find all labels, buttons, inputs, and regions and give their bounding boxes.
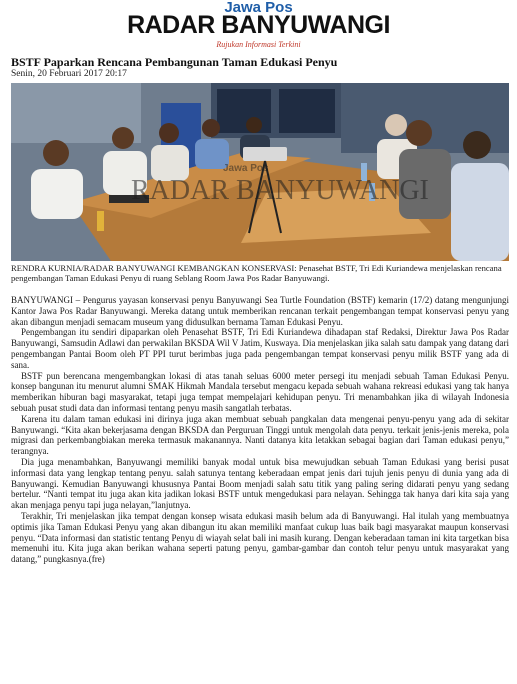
- article-paragraph: Karena itu dalam taman edukasi ini dirinya juga akan membuat sebuah pangkalan data mengenai penyu-penyu yang ada di sekitar Banyuwangi. “Kita akan bekerjasama dengan BKSDA dan Perguruan Tinggi untuk mengolah data penyu. terkait jenis-jenis mereka, pola migrasi dan perkembangbiakan mereka termasuk makanannya. Nanti datanya kita letakkan sebagai bagian dari Taman edukasi penyu,” terangnya.: [11, 413, 509, 457]
- article-photo: [11, 83, 509, 261]
- brand-tagline: Rujukan Informasi Terkini: [216, 40, 301, 49]
- article-paragraph: BSTF pun berencana mengembangkan lokasi di atas tanah seluas 6000 meter persegi itu menjadi sebuah Taman Edukasi Penyu. konsep bangunan itu menurut alumni SMAK Hikmah Mandala tersebut mengacu kepada sebuah wahana rekreasi edukasi yang tak hanya memberikan hiburan bagi masyarakat, tetapi juga tempat mempelajari kehidupan penyu. Tri menambahkan jika di wilayah Indonesia sebuah pusat studi data dan informasi tentang penyu masih sangatlah terbatas.: [11, 370, 509, 413]
- article-paragraph: Terakhir, Tri menjelaskan jika tempat dengan konsep wisata edukasi masih belum ada di Banyuwangi. Hal itulah yang membuatnya optimis jika Taman Edukasi Penyu yang akan dibangun itu akan memiliki manfaat cukup luas baik bagi masyarakat maupun konservasi penyu. “Data informasi dan statistic tentang Penyu di wiayah selat bali ini masih kurang. Dengan keberadaan taman ini kita targetkan bisa memenuhi itu. Kita juga akan berikan wahana seperti patung penyu, gambar-gambar dan contoh telur penyu untuk masyarakat yang datang,” pungkasnya.(fre): [11, 510, 509, 565]
- article-headline: BSTF Paparkan Rencana Pembangunan Taman Edukasi Penyu: [11, 55, 338, 69]
- brand-top-logo[interactable]: Jawa Pos: [224, 0, 293, 16]
- photo-watermark-small: Jawa Pos: [223, 163, 269, 174]
- masthead: [0, 0, 517, 52]
- brand-main-logo[interactable]: RADAR BANYUWANGI: [127, 11, 390, 39]
- photo-watermark: RADAR BANYUWANGI: [131, 175, 429, 206]
- photo-caption: RENDRA KURNIA/RADAR BANYUWANGI KEMBANGKAN KONSERVASI: Penasehat BSTF, Tri Edi Kuriandewa menjelaskan rencana pengembangan Taman Edukasi Penyu di ruang Seblang Room Jawa Pos Radar Banyuwangi.: [11, 263, 502, 284]
- article-paragraph: Dia juga menambahkan, Banyuwangi memiliki banyak modal untuk bisa mewujudkan sebuah Taman Edukasi yang berisi pusat informasi data yang lengkap tentang penyu. salah satunya tentang keberadaan empat jenis dari tujuh jenis penyu di dunia yang ada di Banyuwangi. Kemudian Banyuwangi khususnya Pantai Boom menjadi salah satu titik yang paling sering didarati penyu yang sedang bertelur. “Nanti tempat itu juga akan kita jadikan lokasi BSTF untuk mengedukasi para nelayan. Sehingga tak hanya dari kita saja yang akan menjaga penyu tapi juga nelayan,”lanjutnya.: [11, 456, 509, 511]
- article-paragraph: BANYUWANGI – Pengurus yayasan konservasi penyu Banyuwangi Sea Turtle Foundation (BSTF) kemarin (17/2) datang mengunjungi Kantor Jawa Pos Radar Banyuwangi. Mereka datang untuk memberikan rencanan terkait pengembangan tempat konservasi penyu yang akan dibangun menjadi semacam museum yang didusulkan bernama Taman Edukasi Penyu.: [11, 295, 509, 327]
- article-date: Senin, 20 Februari 2017 20:17: [11, 69, 127, 79]
- article-body: [11, 295, 509, 565]
- article-paragraph: Pengembangan itu sendiri dipaparkan oleh Penasehat BSTF, Tri Edi Kuriandewa dihadapan staf Redaksi, Direktur Jawa Pos Radar Banyuwangi, Samsudin Adlawi dan perwakilan BKSDA Wil V Jatim, Kuswaya. Dia menjelaskan jika salah satu dampak yang datang dari pengembangan Pantai Boom oleh PT PPI turut berimbas juga pada pengembangan tempat konservasi penyu milik BSTF yang ada di sana.: [11, 327, 509, 370]
